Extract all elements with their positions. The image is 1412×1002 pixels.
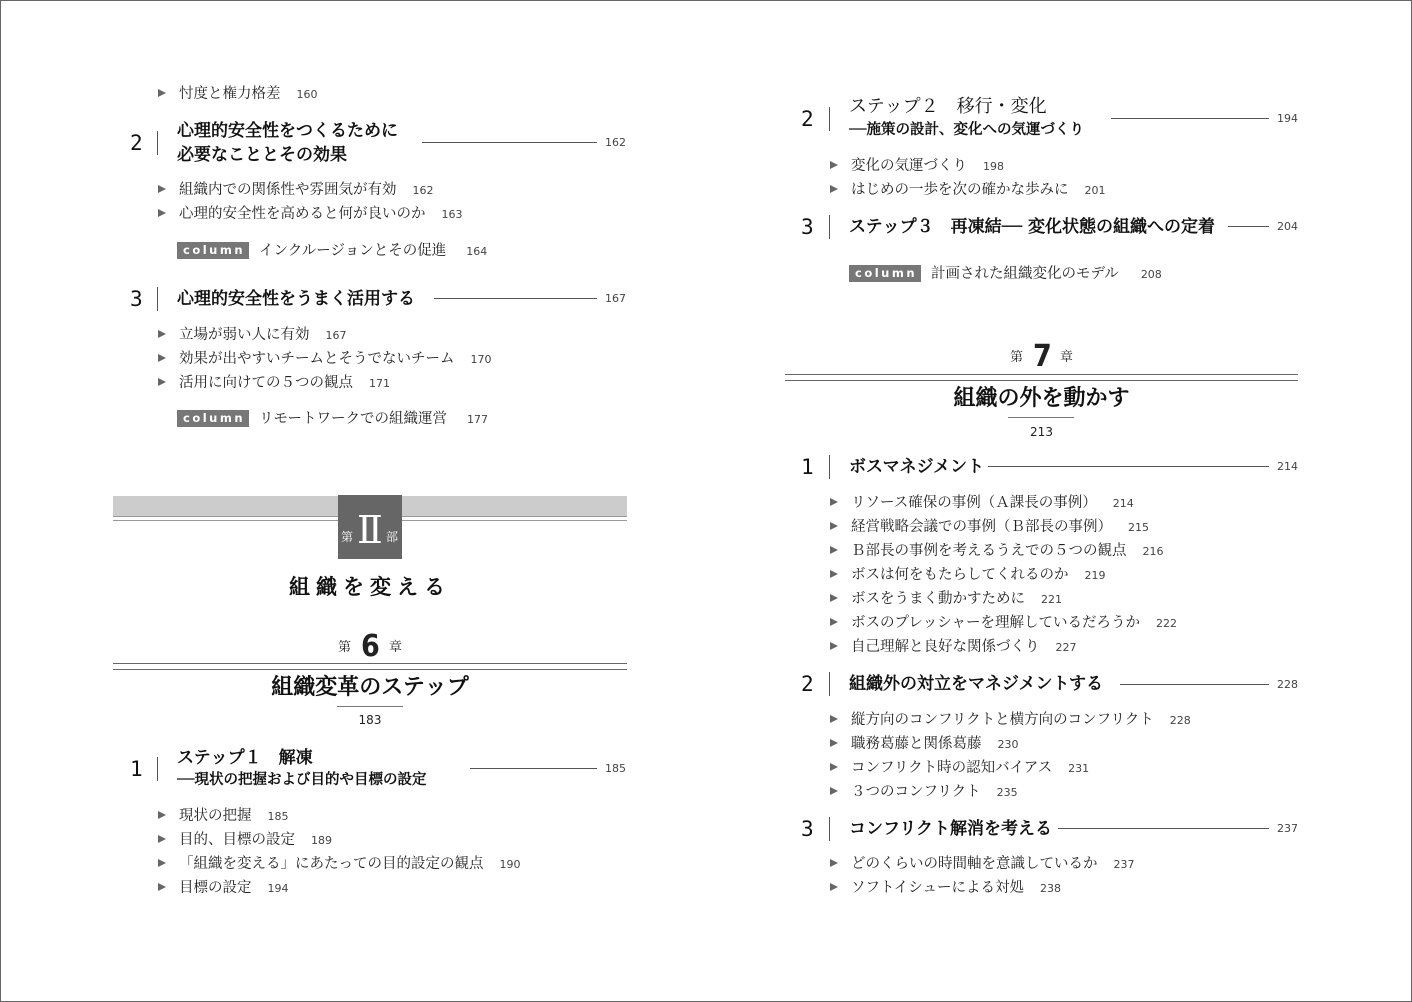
section-title-line2: 必要なこととその効果: [177, 145, 347, 165]
chapter-title: 組織変革のステップ: [271, 675, 469, 700]
triangle-bullet-icon: [158, 835, 166, 843]
toc-item[interactable]: 「組織を変える」にあたっての目的設定の観点 190: [158, 853, 521, 875]
toc-item[interactable]: ３つのコンフリクト 235: [830, 781, 1018, 803]
section-title: ステップ２ 移行・変化: [849, 96, 1047, 117]
chapter-prefix: 第: [338, 640, 352, 655]
leader-line: [1111, 118, 1269, 119]
section-title: 組織外の対立をマネジメントする: [849, 674, 1103, 694]
column-badge: column: [177, 410, 249, 427]
section-title: 心理的安全性をうまく活用する: [177, 289, 415, 309]
chapter-title: 組織の外を動かす: [953, 386, 1130, 411]
chapter-suffix: 章: [389, 640, 403, 655]
triangle-bullet-icon: [830, 883, 838, 891]
chapter-suffix: 章: [1060, 350, 1074, 365]
section-divider: [829, 215, 830, 239]
toc-item[interactable]: ボスをうまく動かすために 221: [830, 588, 1062, 610]
triangle-bullet-icon: [830, 739, 838, 747]
section-number: 2: [130, 131, 143, 155]
section-subtitle: ──施策の設計、変化への気運づくり: [849, 122, 1084, 138]
chapter-prefix: 第: [1010, 350, 1024, 365]
toc-item[interactable]: 立場が弱い人に有効 167: [158, 324, 347, 346]
triangle-bullet-icon: [830, 715, 838, 723]
section-divider: [157, 131, 158, 155]
section-divider: [829, 455, 830, 479]
page-number: 167: [605, 292, 626, 305]
section-subtitle: ──現状の把握および目的や目標の設定: [177, 772, 427, 788]
section-number: 3: [801, 215, 814, 239]
page-number: 228: [1277, 678, 1298, 691]
column-entry[interactable]: column インクルージョンとその促進 164: [177, 240, 487, 262]
toc-item[interactable]: 心理的安全性を高めると何が良いのか 163: [158, 203, 463, 225]
chapter-number: 7: [1033, 339, 1052, 374]
toc-item[interactable]: どのくらいの時間軸を意識しているか 237: [830, 853, 1135, 875]
triangle-bullet-icon: [830, 763, 838, 771]
leader-line: [422, 142, 597, 143]
triangle-bullet-icon: [830, 859, 838, 867]
chapter-rule: [113, 663, 627, 670]
toc-item[interactable]: 変化の気運づくり 198: [830, 155, 1004, 177]
toc-item[interactable]: ソフトイシューによる対処 238: [830, 877, 1061, 899]
column-badge: column: [849, 265, 921, 282]
part-title: 組織を変える: [289, 575, 451, 599]
toc-item[interactable]: 組織内での関係性や雰囲気が有効 162: [158, 179, 434, 201]
leader-line: [470, 768, 597, 769]
section-title: 心理的安全性をつくるために: [177, 121, 398, 141]
triangle-bullet-icon: [158, 89, 166, 97]
toc-item[interactable]: 職務葛藤と関係葛藤 230: [830, 733, 1019, 755]
triangle-bullet-icon: [158, 330, 166, 338]
toc-item[interactable]: 効果が出やすいチームとそうでないチーム 170: [158, 348, 492, 370]
toc-item[interactable]: 自己理解と良好な関係づくり 227: [830, 636, 1077, 658]
toc-item[interactable]: 縦方向のコンフリクトと横方向のコンフリクト 228: [830, 709, 1191, 731]
leader-line: [434, 298, 597, 299]
toc-item[interactable]: ボスは何をもたらしてくれるのか 219: [830, 564, 1106, 586]
section-title: コンフリクト解消を考える: [849, 819, 1052, 839]
part-badge: 第 Ⅱ 部: [338, 495, 402, 559]
section-title: ステップ３ 再凍結── 変化状態の組織への定着: [849, 217, 1216, 237]
chapter-number: 6: [361, 629, 380, 664]
triangle-bullet-icon: [830, 185, 838, 193]
page-number: 204: [1277, 220, 1298, 233]
toc-item[interactable]: 経営戦略会議での事例（Ｂ部長の事例） 215: [830, 516, 1149, 538]
triangle-bullet-icon: [830, 787, 838, 795]
triangle-bullet-icon: [158, 859, 166, 867]
section-number: 3: [801, 817, 814, 841]
page-number: 237: [1277, 822, 1298, 835]
section-number: 3: [130, 287, 143, 311]
page-number: 194: [1277, 112, 1298, 125]
chapter-underline: [337, 706, 403, 707]
page-number: 214: [1277, 460, 1298, 473]
triangle-bullet-icon: [830, 618, 838, 626]
page-number: 183: [358, 713, 382, 727]
section-divider: [157, 757, 158, 781]
leader-line: [1228, 226, 1269, 227]
chapter-underline: [1008, 417, 1074, 418]
column-entry[interactable]: column 計画された組織変化のモデル 208: [849, 263, 1162, 285]
section-title: ステップ１ 解凍: [177, 748, 313, 768]
chapter-rule: [785, 374, 1298, 381]
section-divider: [829, 107, 830, 131]
triangle-bullet-icon: [158, 811, 166, 819]
toc-item[interactable]: 目標の設定 194: [158, 877, 289, 899]
toc-item[interactable]: 現状の把握 185: [158, 805, 289, 827]
toc-item[interactable]: はじめの一歩を次の確かな歩みに 201: [830, 179, 1106, 201]
page-number: 185: [605, 762, 626, 775]
section-number: 1: [130, 757, 143, 781]
column-badge: column: [177, 242, 249, 259]
leader-line: [1120, 684, 1269, 685]
triangle-bullet-icon: [158, 185, 166, 193]
toc-item[interactable]: ボスのプレッシャーを理解しているだろうか 222: [830, 612, 1177, 634]
section-divider: [829, 672, 830, 696]
page-number: 162: [605, 136, 626, 149]
triangle-bullet-icon: [830, 594, 838, 602]
triangle-bullet-icon: [158, 378, 166, 386]
section-divider: [829, 817, 830, 841]
toc-item[interactable]: リソース確保の事例（Ａ課長の事例） 214: [830, 492, 1134, 514]
triangle-bullet-icon: [158, 883, 166, 891]
triangle-bullet-icon: [830, 570, 838, 578]
triangle-bullet-icon: [830, 161, 838, 169]
section-divider: [157, 287, 158, 311]
triangle-bullet-icon: [830, 642, 838, 650]
section-number: 1: [801, 455, 814, 479]
leader-line: [988, 466, 1269, 467]
toc-item[interactable]: コンフリクト時の認知バイアス 231: [830, 757, 1089, 779]
toc-item[interactable]: 目的、目標の設定 189: [158, 829, 332, 851]
section-number: 2: [801, 672, 814, 696]
page-number: 213: [1030, 425, 1053, 439]
triangle-bullet-icon: [158, 209, 166, 217]
toc-item[interactable]: 活用に向けての５つの観点 171: [158, 372, 390, 394]
toc-item[interactable]: 忖度と権力格差 160: [158, 83, 318, 105]
triangle-bullet-icon: [158, 354, 166, 362]
triangle-bullet-icon: [830, 546, 838, 554]
column-entry[interactable]: column リモートワークでの組織運営 177: [177, 408, 488, 430]
triangle-bullet-icon: [830, 498, 838, 506]
toc-item[interactable]: Ｂ部長の事例を考えるうえでの５つの観点 216: [830, 540, 1164, 562]
triangle-bullet-icon: [830, 522, 838, 530]
leader-line: [1058, 828, 1269, 829]
section-title: ボスマネジメント: [849, 457, 985, 477]
section-number: 2: [801, 107, 814, 131]
